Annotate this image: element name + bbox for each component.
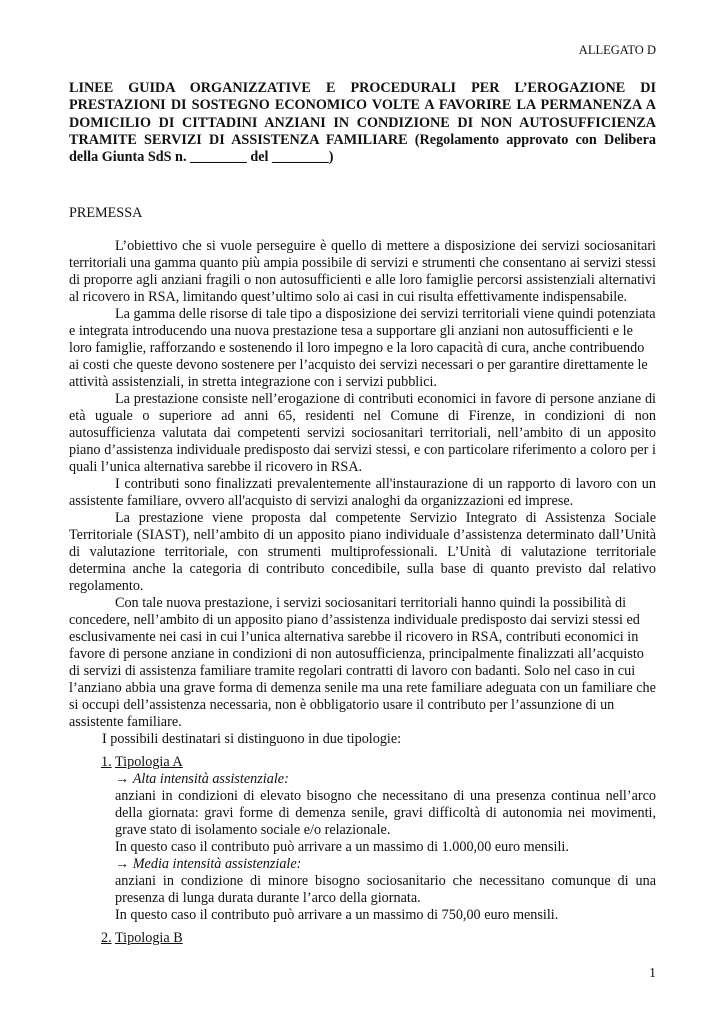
sub-item-media — [115, 856, 656, 873]
sub-item-alta — [115, 771, 656, 788]
document-title: LINEE GUIDA ORGANIZZATIVE E PROCEDURALI PER L’EROGAZIONE DI PRESTAZIONI DI SOSTEGNO ECONOMICO VOLTE A FAVORIRE LA PERMANENZA A DOMICILIO DI CITTADINI ANZIANI IN CONDIZIONE DI NON AUTOSUFFICIENZA TRAMITE SERVIZI DI ASSISTENZA FAMILIARE (Regolamento approvato con Delibera della Giunta SdS n. ________ del ________) — [69, 80, 656, 166]
paragraph-1: L’obiettivo che si vuole perseguire è quello di mettere a disposizione dei servizi sociosanitari territoriali una gamma quanto più ampia possibile di servizi e strumenti che consentano ai servizi stessi di proporre agli anziani fragili o non autosufficienti e alle loro famiglie percorsi assistenziali alternativi al ricovero in RSA, limitando quest’ultimo solo ai casi in cui risulta effettivamente indispensabile. — [69, 238, 656, 305]
sub-text: anziani in condizione di minore bisogno sociosanitario che necessitano comunque di una presenza di lunga durata durante l’arco della giornata. — [115, 873, 656, 906]
contribution-limit: In questo caso il contributo può arrivare a un massimo di 750,00 euro mensili. — [115, 907, 559, 923]
paragraph-5: La prestazione viene proposta dal competente Servizio Integrato di Assistenza Sociale Territoriale (SIAST), nell’ambito di un apposito piano individuale d’assistenza determinato dall’Unità di valutazione territoriale, con strumenti multiprofessionali. L’Unità di valutazione territoriale determina anche la categoria di contributo concedibile, sulla base di quanto previsto dal relativo regolamento. — [69, 510, 656, 594]
contribution-limit: In questo caso il contributo può arrivare a un massimo di 1.000,00 euro mensili. — [115, 839, 569, 855]
list-number: 1. — [101, 754, 112, 770]
arrow-right-icon: → — [115, 856, 130, 872]
list-item — [69, 754, 656, 924]
section-heading: PREMESSA — [69, 205, 143, 221]
sub-heading: Alta intensità assistenziale: — [132, 771, 289, 787]
list-number: 2. — [101, 930, 112, 946]
sub-heading: Media intensità assistenziale: — [132, 856, 302, 872]
paragraph-4: I contributi sono finalizzati prevalentemente all'instaurazione di un rapporto di lavoro con un assistente familiare, ovvero all'acquisto di servizi analoghi da organizzazioni ed imprese. — [69, 476, 656, 509]
arrow-right-icon: → — [115, 771, 130, 787]
paragraph-3: La prestazione consiste nell’erogazione di contributi economici in favore di persone anziane di età uguale o superiore ad anni 65, residenti nel Comune di Firenze, in condizioni di non autosufficienza valutata dai competenti servizi sociosanitari territoriali, nell’ambito di un apposito piano d’assistenza individuale predisposto dai servizi stessi, e con particolare riferimento a coloro per i quali l’unica alternativa sarebbe il ricovero in RSA. — [69, 391, 656, 475]
list-item — [69, 930, 656, 947]
destinatari-intro: I possibili destinatari si distinguono in due tipologie: — [102, 731, 402, 747]
paragraph-6: Con tale nuova prestazione, i servizi sociosanitari territoriali hanno quindi la possibilità di concedere, nell’ambito di un apposito piano d’assistenza individuale predisposto dai servizi stessi ed esclusivamente nei casi in cui l’unica alternativa sarebbe il ricovero in RSA, contributi economici in favore di persone anziane in condizioni di non autosufficienza, principalmente finalizzati all’acquisto di servizi di assistenza familiare tramite regolari contratti di lavoro con badanti. Solo nel caso in cui l’anziano abbia una grave forma di demenza senile ma una rete familiare adeguata con un familiare che si occupi dell’assistenza necessaria, non è obbligatorio usare il contributo per l’assunzione di un assistente familiare. — [69, 595, 656, 730]
body-text — [69, 238, 656, 953]
paragraph-2: La gamma delle risorse di tale tipo a disposizione dei servizi territoriali viene quindi potenziata e integrata introducendo una nuova prestazione tesa a supportare gli anziani non autosufficienti e le loro famiglie, rafforzando e sostenendo il loro impegno e la loro capacità di cura, anche contribuendo ai costi che queste devono sostenere per l’acquisto dei servizi necessari o per garantire direttamente le attività assistenziali, in stretta integrazione con i servizi pubblici. — [69, 306, 656, 390]
sub-text: anziani in condizioni di elevato bisogno che necessitano di una presenza continua nell’arco della giornata: gravi forme di demenza senile, gravi difficoltà di autonomia nei movimenti, grave stato di isolamento sociale e/o relazionale. — [115, 788, 656, 838]
tipologia-b-heading: Tipologia B — [115, 930, 183, 946]
tipologie-list — [69, 754, 656, 947]
allegato-label: ALLEGATO D — [578, 43, 656, 57]
page-number: 1 — [649, 966, 656, 981]
tipologia-a-heading: Tipologia A — [115, 754, 183, 770]
